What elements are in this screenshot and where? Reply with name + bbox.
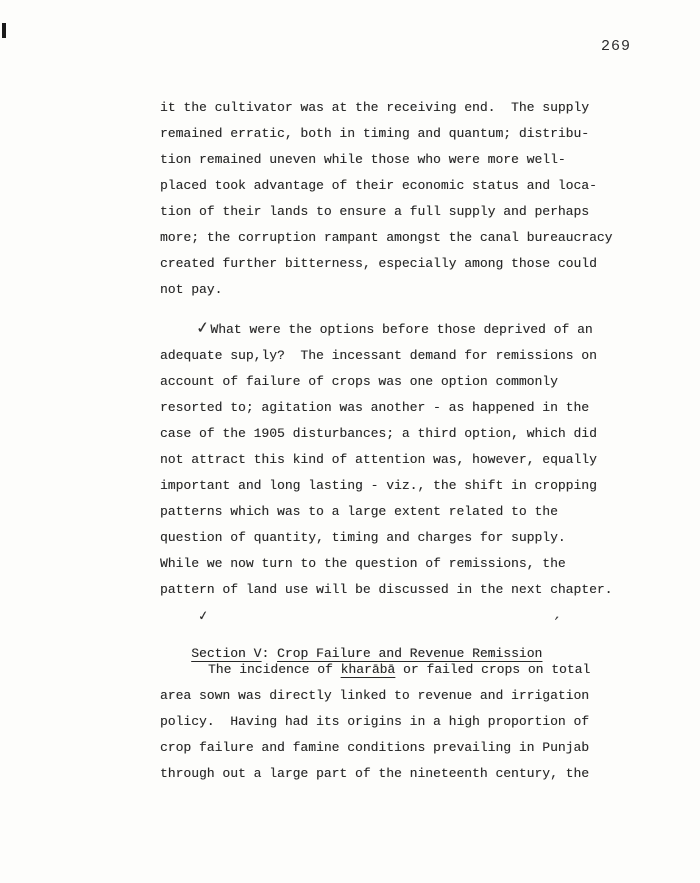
text-line: through out a large part of the nineteenth century, the — [160, 766, 590, 781]
text-line: question of quantity, timing and charges for supply. — [160, 530, 566, 545]
text-run: What were the options before those deprived of an — [210, 322, 593, 337]
page-number: 269 — [601, 38, 632, 55]
text-line: resorted to; agitation was another - as happened in the — [160, 400, 590, 415]
paragraph-1 — [160, 95, 660, 303]
text-line: policy. Having had its origins in a high proportion of — [160, 714, 590, 729]
text-line: tion remained uneven while those who were more well- — [160, 152, 566, 167]
text-line: tion of their lands to ensure a full supply and perhaps — [160, 204, 590, 219]
text-run: or failed crops on total — [395, 662, 591, 677]
text-line: it the cultivator was at the receiving end. The supply — [160, 100, 590, 115]
paragraph-3 — [160, 657, 660, 787]
section-heading-label: Section V — [191, 646, 262, 661]
stray-pen-mark: ’ — [550, 614, 561, 630]
text-line: created further bitterness, especially among those could — [160, 256, 597, 271]
text-line: more; the corruption rampant amongst the canal bureaucracy — [160, 230, 613, 245]
text-line: not pay. — [160, 282, 223, 297]
text-line: crop failure and famine conditions prevailing in Punjab — [160, 740, 590, 755]
text-line: important and long lasting - viz., the shift in cropping — [160, 478, 597, 493]
text-line: remained erratic, both in timing and quantum; distribu- — [160, 126, 590, 141]
checkmark-annotation-icon: ✓ — [194, 317, 211, 338]
text-line: account of failure of crops was one option commonly — [160, 374, 558, 389]
text-line: While we now turn to the question of remissions, the — [160, 556, 566, 571]
margin-tick-mark — [2, 23, 6, 38]
text-run: The incidence of — [208, 662, 341, 677]
paragraph-2 — [160, 315, 660, 603]
kharaba-term: kharābā — [340, 662, 396, 677]
section-heading-separator: : — [261, 646, 278, 661]
checkmark-annotation-icon: ✓ — [196, 608, 210, 625]
section-heading-title: Crop Failure and Revenue Remission — [277, 646, 543, 661]
text-line-with-term — [160, 657, 660, 683]
text-line: not attract this kind of attention was, however, equally — [160, 452, 597, 467]
text-line: patterns which was to a large extent related to the — [160, 504, 558, 519]
text-line: placed took advantage of their economic status and loca- — [160, 178, 597, 193]
text-line: pattern of land use will be discussed in the next chapter. — [160, 582, 613, 597]
text-line: adequate sup,ly? The incessant demand for remissions on — [160, 348, 597, 363]
text-line: area sown was directly linked to revenue and irrigation — [160, 688, 590, 703]
text-line: case of the 1905 disturbances; a third option, which did — [160, 426, 597, 441]
text-line-with-tick — [160, 315, 660, 343]
